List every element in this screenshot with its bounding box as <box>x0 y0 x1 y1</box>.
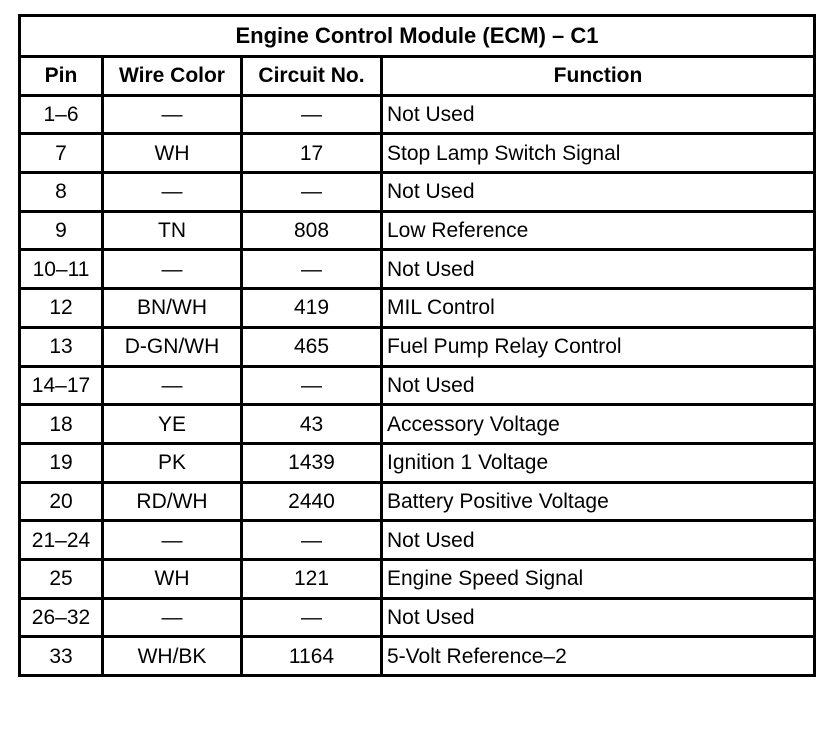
circuit-no-cell: — <box>242 366 382 405</box>
function-cell: Engine Speed Signal <box>382 559 815 598</box>
pin-cell: 9 <box>20 211 103 250</box>
header-function: Function <box>382 57 815 96</box>
pin-cell: 10–11 <box>20 250 103 289</box>
function-cell: Not Used <box>382 598 815 637</box>
function-cell: Low Reference <box>382 211 815 250</box>
circuit-no-cell: 43 <box>242 405 382 444</box>
table-row <box>20 95 815 134</box>
pin-cell: 26–32 <box>20 598 103 637</box>
table-row <box>20 173 815 212</box>
table-row <box>20 405 815 444</box>
function-cell: Fuel Pump Relay Control <box>382 327 815 366</box>
pin-cell: 21–24 <box>20 521 103 560</box>
table-row <box>20 482 815 521</box>
pin-cell: 14–17 <box>20 366 103 405</box>
function-cell: Battery Positive Voltage <box>382 482 815 521</box>
wire-color-cell: — <box>103 173 242 212</box>
circuit-no-cell: — <box>242 521 382 560</box>
pin-cell: 25 <box>20 559 103 598</box>
wire-color-cell: — <box>103 250 242 289</box>
wire-color-cell: PK <box>103 443 242 482</box>
table-row <box>20 443 815 482</box>
pin-cell: 1–6 <box>20 95 103 134</box>
pin-cell: 19 <box>20 443 103 482</box>
function-cell: Accessory Voltage <box>382 405 815 444</box>
pin-cell: 12 <box>20 289 103 328</box>
circuit-no-cell: 1164 <box>242 637 382 676</box>
pin-cell: 33 <box>20 637 103 676</box>
wire-color-cell: — <box>103 366 242 405</box>
function-cell: Not Used <box>382 521 815 560</box>
pin-cell: 8 <box>20 173 103 212</box>
circuit-no-cell: — <box>242 173 382 212</box>
table-row <box>20 289 815 328</box>
wire-color-cell: BN/WH <box>103 289 242 328</box>
circuit-no-cell: — <box>242 95 382 134</box>
circuit-no-cell: — <box>242 598 382 637</box>
table-row <box>20 521 815 560</box>
wire-color-cell: — <box>103 598 242 637</box>
table-title: Engine Control Module (ECM) – C1 <box>20 16 815 57</box>
wire-color-cell: — <box>103 95 242 134</box>
wire-color-cell: WH <box>103 134 242 173</box>
table-row <box>20 327 815 366</box>
table-body <box>20 95 815 675</box>
wire-color-cell: TN <box>103 211 242 250</box>
header-pin: Pin <box>20 57 103 96</box>
table-row <box>20 598 815 637</box>
pin-cell: 20 <box>20 482 103 521</box>
ecm-connector-table <box>18 14 816 677</box>
table-row <box>20 559 815 598</box>
wire-color-cell: D-GN/WH <box>103 327 242 366</box>
wire-color-cell: WH <box>103 559 242 598</box>
header-circuit-no: Circuit No. <box>242 57 382 96</box>
table-row <box>20 211 815 250</box>
circuit-no-cell: 419 <box>242 289 382 328</box>
function-cell: 5-Volt Reference–2 <box>382 637 815 676</box>
function-cell: Ignition 1 Voltage <box>382 443 815 482</box>
function-cell: Not Used <box>382 173 815 212</box>
wire-color-cell: RD/WH <box>103 482 242 521</box>
table-row <box>20 134 815 173</box>
circuit-no-cell: 17 <box>242 134 382 173</box>
circuit-no-cell: 465 <box>242 327 382 366</box>
header-wire-color: Wire Color <box>103 57 242 96</box>
circuit-no-cell: 808 <box>242 211 382 250</box>
header-row <box>20 57 815 96</box>
table-row <box>20 250 815 289</box>
wire-color-cell: WH/BK <box>103 637 242 676</box>
table-row <box>20 366 815 405</box>
circuit-no-cell: — <box>242 250 382 289</box>
function-cell: Not Used <box>382 250 815 289</box>
function-cell: MIL Control <box>382 289 815 328</box>
circuit-no-cell: 2440 <box>242 482 382 521</box>
pin-cell: 13 <box>20 327 103 366</box>
wire-color-cell: — <box>103 521 242 560</box>
table-row <box>20 637 815 676</box>
function-cell: Not Used <box>382 95 815 134</box>
function-cell: Not Used <box>382 366 815 405</box>
title-row <box>20 16 815 57</box>
circuit-no-cell: 1439 <box>242 443 382 482</box>
function-cell: Stop Lamp Switch Signal <box>382 134 815 173</box>
wire-color-cell: YE <box>103 405 242 444</box>
pin-cell: 7 <box>20 134 103 173</box>
pin-cell: 18 <box>20 405 103 444</box>
circuit-no-cell: 121 <box>242 559 382 598</box>
